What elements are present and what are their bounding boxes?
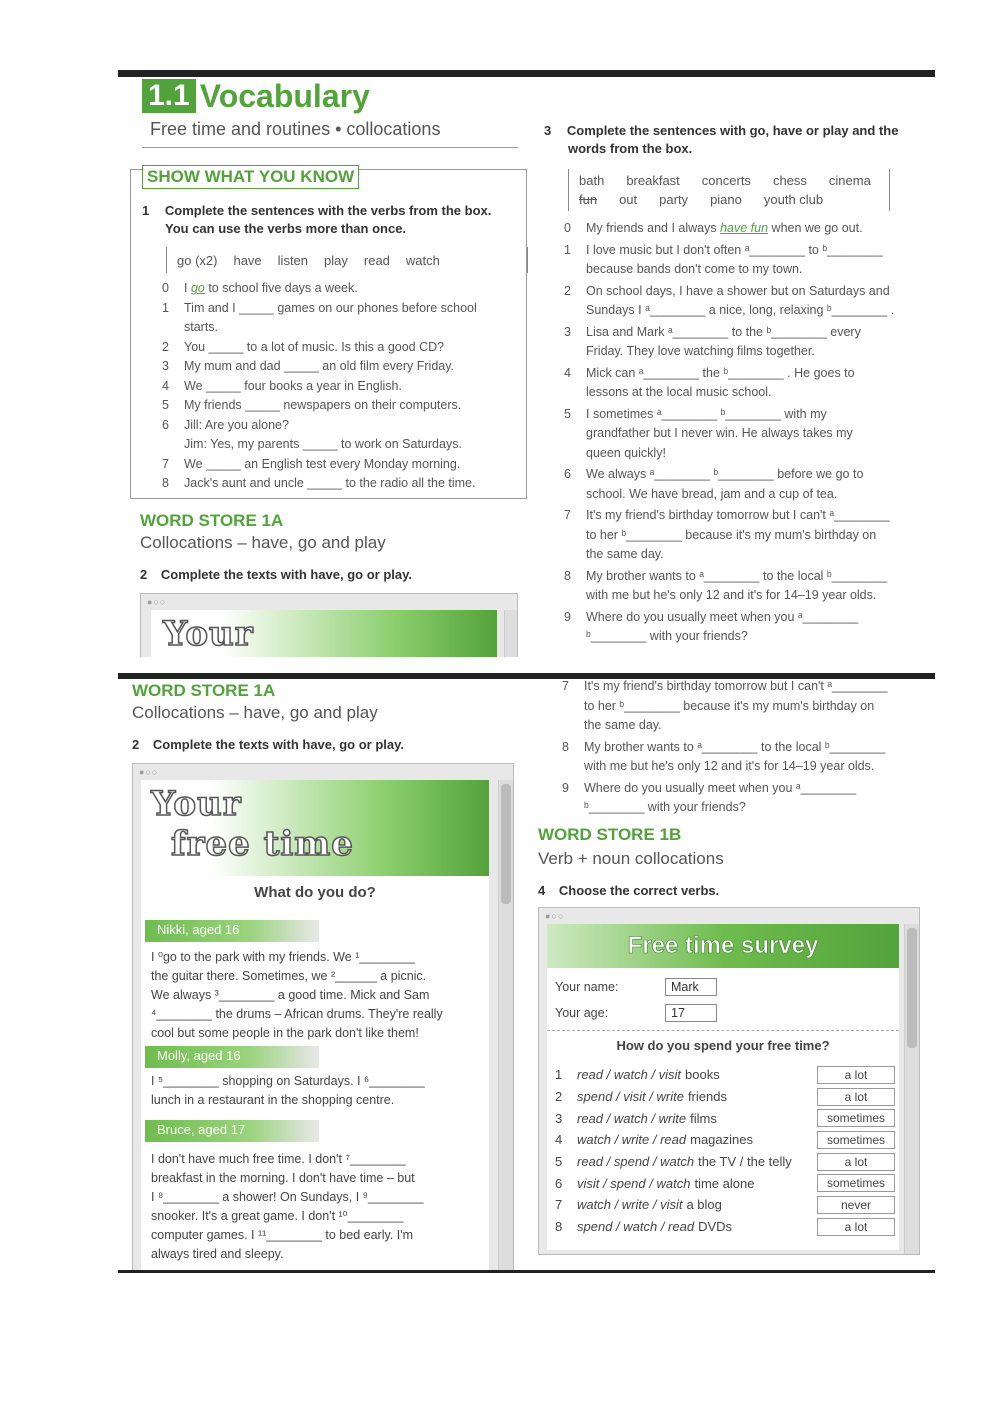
frequency-answer: a lot <box>817 1066 895 1084</box>
survey-row: 7 watch / write / visit a blog never <box>555 1194 895 1216</box>
free-time-survey-panel <box>538 907 920 1255</box>
unit-number: 1.1 <box>142 79 196 113</box>
frequency-answer: a lot <box>817 1088 895 1106</box>
bruce-label: Bruce, aged 17 <box>145 1120 319 1142</box>
scrollbar[interactable] <box>504 610 517 657</box>
molly-text: I ⁵________ shopping on Saturdays. I ⁶________ lunch in a restaurant in the shopping centre. <box>151 1074 425 1107</box>
verb-options[interactable]: watch / write / visit <box>577 1197 683 1213</box>
exercise-2-instruction: 2 Complete the texts with have, go or play. <box>140 567 412 582</box>
survey-row: 6 visit / spend / watch time alone sometimes <box>555 1172 895 1194</box>
unit-name: Vocabulary <box>199 77 370 114</box>
exercise-1-number: 1 <box>142 203 150 218</box>
exercise-3-instruction-line2: words from the box. <box>568 141 693 156</box>
exercise-1-sentences <box>162 279 522 494</box>
word-box-item: concerts <box>701 173 751 188</box>
sentence: 5 My friends _____ newspapers on their computers. <box>162 398 462 412</box>
sentence: starts. <box>184 320 219 334</box>
scrollbar[interactable] <box>904 924 919 1254</box>
survey-divider <box>547 1030 899 1031</box>
panel-banner <box>141 780 489 876</box>
panel-title-line2: free time <box>171 824 354 864</box>
panel-title-word: Your <box>163 614 254 654</box>
sentence: Jim: Yes, my parents _____ to work on Saturdays. <box>184 437 462 451</box>
word-box-item: bath <box>579 173 605 188</box>
exercise-3-item: 8 My brother wants to ᵃ________ to the local ᵇ________ with me but he's only 12 and it's for 14–19 year olds. <box>562 739 886 773</box>
word-store-1b-subheading: Verb + noun collocations <box>538 849 724 868</box>
word-box-item-used: fun <box>579 192 598 207</box>
age-field[interactable]: 17 <box>665 1004 717 1022</box>
molly-label: Molly, aged 16 <box>145 1046 319 1068</box>
verb-options[interactable]: read / watch / visit <box>577 1067 682 1083</box>
exercise-3-item: 9 Where do you usually meet when you ᵃ________ ᵇ________ with your friends? <box>564 609 859 643</box>
frequency-answer: a lot <box>817 1218 895 1236</box>
bruce-text: I don't have much free time. I don't ⁷________ breakfast in the morning. I don't have time – but I ⁸________ a shower! On Sundays, I ⁹________ snooker. It's a great game. I don't ¹⁰________ computer games. I ¹¹________ to bed early. I'm always tired and sleepy. <box>151 1152 424 1261</box>
word-box-item: play <box>324 252 348 268</box>
word-box-item: breakfast <box>626 173 680 188</box>
survey-row: 2 spend / visit / write friends a lot <box>555 1086 895 1108</box>
exercise-3-item: 2 On school days, I have a shower but on Saturdays and Sundays I ᵃ________ a nice, long, relaxing ᵇ________ . <box>564 283 895 317</box>
survey-row: 3 read / watch / write films sometimes <box>555 1107 895 1129</box>
survey-title: Free time survey <box>627 932 819 959</box>
word-box-item: cinema <box>828 173 871 188</box>
panel-banner <box>151 610 497 657</box>
survey-content <box>547 924 899 1250</box>
name-label: Your name: <box>555 980 619 994</box>
verb-options[interactable]: spend / watch / read <box>577 1219 695 1235</box>
word-store-1a-heading: WORD STORE 1A <box>140 511 284 530</box>
exercise-3-item: 1 I love music but I don't often ᵃ________ to ᵇ________ because bands don't come to my town. <box>564 242 883 276</box>
exercise-1-instruction-line2: You can use the verbs more than once. <box>165 221 407 236</box>
word-box-item: go (x2) <box>177 252 218 268</box>
show-what-you-know-heading: SHOW WHAT YOU KNOW <box>142 165 359 189</box>
exercise-3-instruction: 3 Complete the sentences with go, have or play and the <box>544 123 899 138</box>
exercise-1-word-box <box>166 247 528 273</box>
sentence: 3 My mum and dad _____ an old film every Friday. <box>162 359 455 373</box>
survey-question: How do you spend your free time? <box>616 1038 830 1053</box>
exercise-3-item: 6 We always ᵃ________ ᵇ________ before we go to school. We have bread, jam and a cup of tea. <box>564 467 864 501</box>
exercise-3-item: 5 I sometimes ᵃ________ ᵇ________ with my grandfather but I never win. He always takes my queen quickly! <box>564 406 853 460</box>
word-box-item: out <box>619 192 638 207</box>
verb-options[interactable]: visit / spend / watch <box>577 1175 691 1191</box>
survey-rows <box>555 1064 895 1238</box>
word-box-item: watch <box>405 252 440 268</box>
survey-row: 4 watch / write / read magazines sometimes <box>555 1129 895 1151</box>
your-free-time-panel-top <box>140 593 518 657</box>
word-store-1b-heading: WORD STORE 1B <box>538 825 682 844</box>
sentence: 8 Jack's aunt and uncle _____ to the radio all the time. <box>162 476 476 490</box>
frequency-answer: sometimes <box>817 1109 895 1127</box>
word-box-item: have <box>233 252 262 268</box>
window-dots: ●○○ <box>545 911 565 921</box>
scrollbar-thumb[interactable] <box>907 928 917 1048</box>
verb-options[interactable]: read / watch / write <box>577 1110 687 1126</box>
exercise-1-instruction <box>142 203 491 218</box>
exercise-4-instruction: 4 Choose the correct verbs. <box>538 883 720 898</box>
verb-options[interactable]: read / spend / watch <box>577 1154 695 1170</box>
panel-question: What do you do? <box>254 884 376 901</box>
exercise-2-instruction-repeat: 2 Complete the texts with have, go or play. <box>132 737 404 752</box>
page-top <box>118 77 935 657</box>
sentence: 2 You _____ to a lot of music. Is this a good CD? <box>162 339 445 354</box>
frequency-answer: a lot <box>817 1153 895 1171</box>
example-answer: go <box>190 281 205 295</box>
verb-options[interactable]: spend / visit / write <box>577 1089 684 1105</box>
nikki-label: Nikki, aged 16 <box>145 920 319 942</box>
frequency-answer: sometimes <box>817 1174 895 1192</box>
exercise-3-item: 9 Where do you usually meet when you ᵃ________ ᵇ________ with your friends? <box>562 780 857 814</box>
unit-subtitle: Free time and routines • collocations <box>150 119 441 139</box>
sentence: 1 Tim and I _____ games on our phones before school <box>162 300 477 315</box>
panel-title-line1: Your <box>151 784 242 824</box>
frequency-answer: never <box>817 1196 895 1214</box>
frequency-answer: sometimes <box>817 1131 895 1149</box>
top-rule <box>118 70 935 77</box>
exercise-3-item: 4 Mick can ᵃ________ the ᵇ________ . He goes to lessons at the local music school. <box>564 365 855 399</box>
word-box-item: listen <box>277 252 309 268</box>
sentence: 0 I go to school five days a week. <box>162 281 358 295</box>
word-box-item: read <box>363 252 390 268</box>
word-store-1a-subheading: Collocations – have, go and play <box>140 533 386 552</box>
exercise-3-items <box>564 219 934 649</box>
nikki-text: I ⁰go to the park with my friends. We ¹________ the guitar there. Sometimes, we ²______ a picnic. We always ³________ a good time. Mick and Sam ⁴________ the drums – African drums. They're really cool but some people in the park don't like them! <box>151 950 443 1040</box>
verb-options[interactable]: watch / write / read <box>577 1132 687 1148</box>
survey-row: 1 read / watch / visit books a lot <box>555 1064 895 1086</box>
scrollbar[interactable] <box>498 780 513 1270</box>
window-dots: ●○○ <box>147 597 167 607</box>
word-store-1a-subheading-repeat: Collocations – have, go and play <box>132 703 378 722</box>
exercise-3-item: 7 It's my friend's birthday tomorrow but I can't ᵃ________ to her ᵇ________ because it's my mum's birthday on the same day. <box>564 508 890 561</box>
exercise-3-word-box <box>568 169 890 211</box>
word-box-item: piano <box>710 192 742 207</box>
exercise-3-item: 3 Lisa and Mark ᵃ________ to the ᵇ________ every Friday. They love watching films together. <box>564 324 861 358</box>
example-answer: have fun <box>720 221 769 235</box>
window-dots: ●○○ <box>139 767 159 777</box>
survey-banner <box>547 924 899 968</box>
unit-title <box>142 79 370 113</box>
scrollbar-thumb[interactable] <box>501 784 511 904</box>
exercise-3-item: 8 My brother wants to ᵃ________ to the local ᵇ________ with me but he's only 12 and it's for 14–19 year olds. <box>564 568 888 602</box>
exercise-3-item: 0 My friends and I always have fun when we go out. <box>564 221 863 235</box>
age-label: Your age: <box>555 1006 609 1020</box>
exercise-1-instruction-line1: Complete the sentences with the verbs from the box. <box>164 203 492 218</box>
sentence: 6 Jill: Are you alone? <box>162 417 289 432</box>
name-field[interactable]: Mark <box>665 978 717 996</box>
word-box-item: youth club <box>763 192 824 207</box>
page-bottom <box>118 679 935 1270</box>
sentence: 4 We _____ four books a year in English. <box>162 378 402 393</box>
word-store-1a-heading-repeat: WORD STORE 1A <box>132 681 276 700</box>
word-box-item: chess <box>772 173 807 188</box>
subtitle-rule <box>142 147 518 148</box>
your-free-time-panel <box>132 763 514 1270</box>
bottom-rule <box>118 1270 935 1273</box>
panel-content <box>141 780 489 1270</box>
sentence: 7 We _____ an English test every Monday morning. <box>162 456 461 471</box>
word-box-item: party <box>659 192 689 207</box>
survey-row: 5 read / spend / watch the TV / the telly a lot <box>555 1151 895 1173</box>
survey-row: 8 spend / watch / read DVDs a lot <box>555 1216 895 1238</box>
exercise-3-items-continued <box>562 679 932 820</box>
exercise-3-item: 7 It's my friend's birthday tomorrow but I can't ᵃ________ to her ᵇ________ because it's my mum's birthday on the same day. <box>562 679 888 732</box>
